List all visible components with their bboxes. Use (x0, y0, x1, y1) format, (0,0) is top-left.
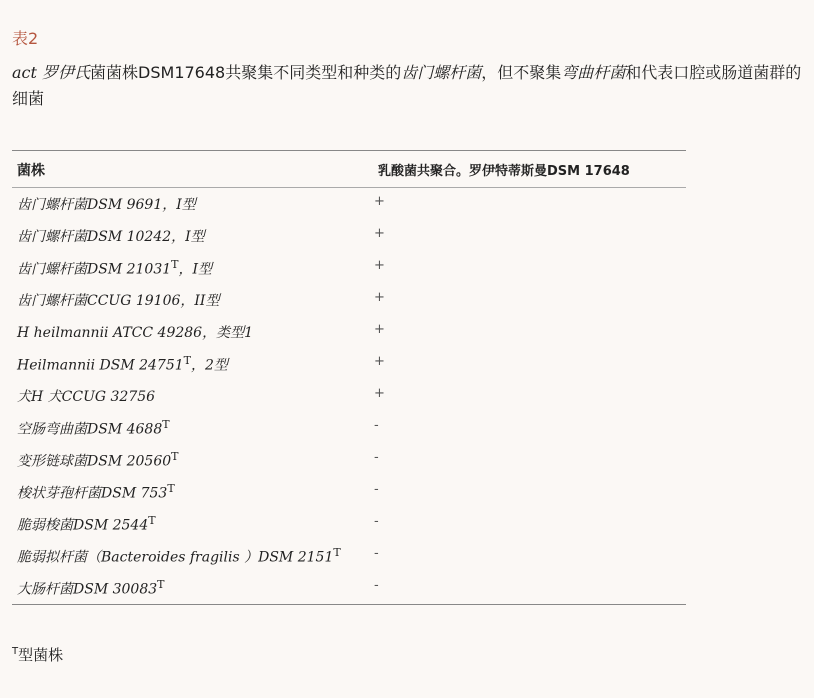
strain-name: 变形链球菌DSM 20560 (17, 453, 172, 470)
result-cell: + (374, 194, 385, 209)
table-label: 表2 (12, 29, 39, 48)
result-cell: - (374, 514, 379, 529)
type-strain-marker: T (171, 258, 179, 271)
strain-cell (17, 322, 253, 342)
type-strain-marker: T (162, 418, 170, 431)
result-cell: - (374, 482, 379, 497)
strain-suffix: ，I型 (178, 261, 213, 278)
caption-part: 和代表口腔或肠道菌群的细菌 (12, 63, 802, 108)
footnote (12, 644, 63, 665)
caption-part: 菌菌株DSM17648共聚集不同类型和种类的 (90, 63, 402, 82)
table-row (12, 284, 686, 316)
result-cell: + (374, 322, 385, 337)
strain-cell (17, 290, 219, 310)
strain-cell (17, 386, 155, 406)
caption-part: act 罗伊氏 (12, 63, 91, 82)
strain-cell (17, 482, 175, 503)
strain-name: 犬H 犬CCUG 32756 (17, 389, 156, 405)
result-cell: + (374, 226, 385, 241)
table-row (12, 540, 686, 572)
strain-cell (17, 194, 196, 214)
header-coaggregation: 乳酸菌共聚合。罗伊特蒂斯曼DSM 17648 (378, 164, 630, 179)
table-header-row (12, 151, 686, 188)
table-row (12, 220, 686, 252)
strain-table (12, 150, 686, 605)
result-cell: - (374, 450, 379, 465)
strain-name: 大肠杆菌DSM 30083 (17, 581, 158, 598)
table-row (12, 380, 686, 412)
strain-cell (17, 226, 205, 246)
type-strain-marker: T (167, 482, 175, 495)
strain-name: 齿门螺杆菌CCUG 19106，II型 (17, 293, 220, 309)
footnote-marker: T (12, 646, 19, 657)
table-row (12, 412, 686, 444)
table-row (12, 188, 686, 220)
table-row (12, 316, 686, 348)
caption-part: ，但不聚集 (481, 63, 562, 82)
result-cell: - (374, 578, 379, 593)
strain-name: H heilmannii ATCC 49286，类型1 (17, 325, 253, 341)
strain-name: 空肠弯曲菌DSM 4688 (17, 421, 163, 438)
strain-name: 齿门螺杆菌DSM 10242，I型 (17, 229, 205, 245)
table-row (12, 252, 686, 284)
strain-cell (17, 578, 164, 599)
table-row (12, 572, 686, 604)
table-row (12, 348, 686, 380)
strain-cell (17, 546, 341, 567)
strain-cell (17, 514, 156, 535)
caption-part: 齿门螺杆菌 (401, 63, 482, 82)
result-cell: - (374, 546, 379, 561)
strain-name: 脆弱梭菌DSM 2544 (17, 517, 149, 534)
strain-suffix: ，2型 (191, 357, 228, 374)
footnote-text: 型菌株 (18, 646, 64, 664)
strain-name: 梭状芽孢杆菌DSM 753 (17, 485, 168, 502)
table-row (12, 508, 686, 540)
type-strain-marker: T (171, 450, 179, 463)
table-body (12, 188, 686, 604)
type-strain-marker: T (183, 354, 191, 367)
result-cell: + (374, 290, 385, 305)
table-caption (12, 60, 802, 112)
type-strain-marker: T (157, 578, 165, 591)
strain-cell (17, 258, 212, 279)
result-cell: - (374, 418, 379, 433)
header-strain: 菌株 (17, 163, 45, 179)
caption-part: 弯曲杆菌 (561, 63, 626, 82)
strain-cell (17, 450, 178, 471)
table-row (12, 476, 686, 508)
strain-cell (17, 354, 228, 375)
table-row (12, 444, 686, 476)
strain-name: 脆弱拟杆菌（Bacteroides fragilis ）DSM 2151 (17, 549, 334, 566)
type-strain-marker: T (148, 514, 156, 527)
strain-name: 齿门螺杆菌DSM 9691，I型 (17, 197, 196, 213)
type-strain-marker: T (333, 546, 341, 559)
result-cell: + (374, 354, 385, 369)
strain-name: 齿门螺杆菌DSM 21031 (17, 261, 172, 278)
strain-name: Heilmannii DSM 24751 (17, 357, 184, 374)
result-cell: + (374, 258, 385, 273)
strain-cell (17, 418, 170, 439)
result-cell: + (374, 386, 385, 401)
